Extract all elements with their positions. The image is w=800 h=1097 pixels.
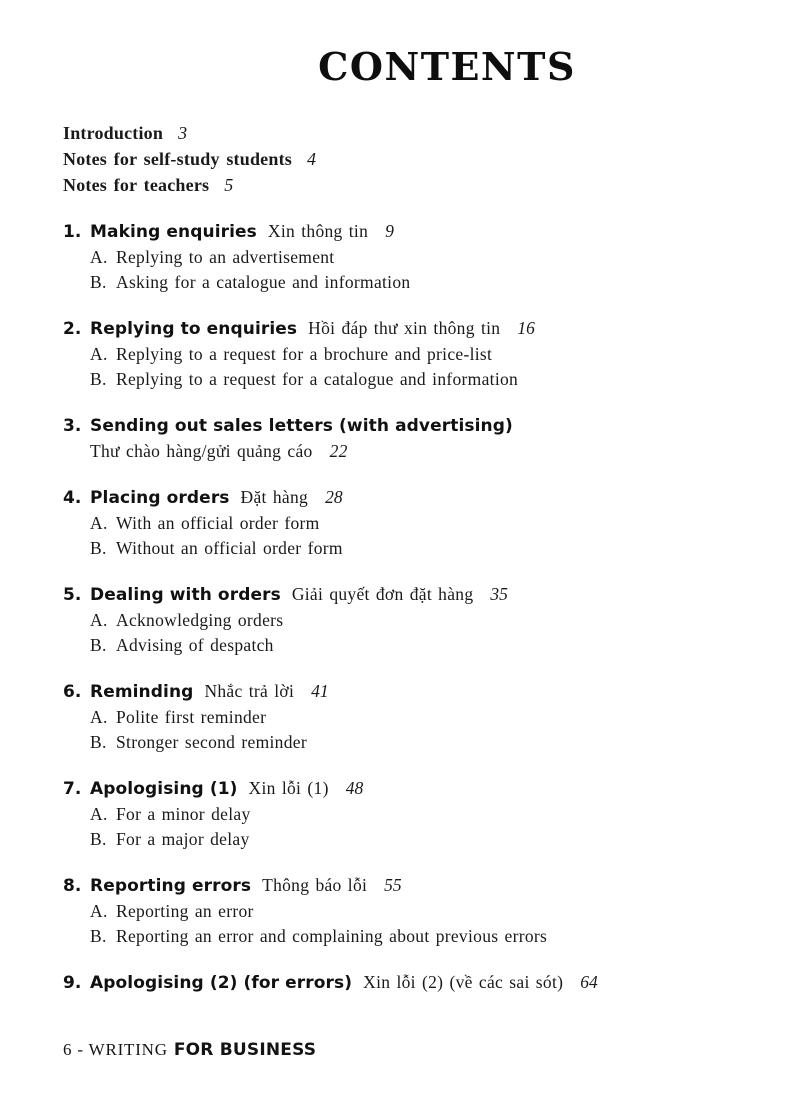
toc-subitem [90, 924, 737, 949]
subitem-text: Reporting an error [116, 901, 254, 921]
toc-item-list [63, 218, 737, 996]
item-title: Sending out sales letters (with advertising) [90, 416, 513, 436]
item-title: Reminding [90, 682, 194, 702]
toc-subitem [90, 245, 737, 270]
front-matter-entry [63, 120, 737, 146]
subitem-text: Replying to a request for a brochure and price-list [116, 344, 493, 364]
item-title: Making enquiries [90, 222, 257, 242]
toc-subitem [90, 802, 737, 827]
toc-item-7 [63, 775, 737, 852]
toc-subitem [90, 270, 737, 295]
item-page-number: 64 [580, 972, 598, 992]
item-number: 6. [63, 682, 82, 702]
front-matter-entry [63, 172, 737, 198]
footer-book-title-bold: FOR BUSINESS [173, 1040, 317, 1060]
subitem-letter: A. [90, 513, 108, 533]
toc-item-heading [63, 218, 737, 245]
item-title: Apologising (2) (for errors) [90, 973, 353, 993]
toc-subitem [90, 367, 737, 392]
item-title: Reporting errors [90, 876, 252, 896]
item-subtitle-vietnamese: Xin lỗi (2) (về các sai sót) [363, 972, 564, 992]
item-title: Dealing with orders [90, 585, 281, 605]
item-subtitle-vietnamese: Đặt hàng [240, 487, 309, 507]
footer-page-number: 6 [63, 1040, 73, 1059]
subitem-text: Replying to a request for a catalogue and information [116, 369, 519, 389]
subitem-letter: A. [90, 707, 108, 727]
item-page-number: 9 [385, 221, 394, 241]
page-title: CONTENTS [318, 44, 576, 89]
front-matter-page-number: 5 [224, 175, 234, 195]
item-number: 2. [63, 319, 82, 339]
item-subtitle-vietnamese: Xin thông tin [267, 221, 369, 241]
item-subtitle-vietnamese: Nhắc trả lời [204, 681, 295, 701]
item-subtitle-vietnamese: Thông báo lỗi [262, 875, 368, 895]
toc-item-5 [63, 581, 737, 658]
toc-item-6 [63, 678, 737, 755]
subitem-letter: B. [90, 272, 107, 292]
front-matter-label: Notes for self-study students [63, 149, 292, 169]
footer-book-title: WRITING [88, 1040, 168, 1059]
item-number: 3. [63, 416, 82, 436]
item-subtitle-vietnamese: Thư chào hàng/gửi quảng cáo [90, 441, 313, 461]
item-number: 4. [63, 488, 82, 508]
item-page-number: 55 [384, 875, 402, 895]
toc-item-heading [63, 775, 737, 802]
toc-subitem [90, 608, 737, 633]
toc-subitem [90, 536, 737, 561]
subitem-letter: B. [90, 926, 107, 946]
toc-item-heading [63, 315, 737, 342]
subitem-letter: B. [90, 829, 107, 849]
subitem-letter: B. [90, 635, 107, 655]
toc-subitem [90, 633, 737, 658]
item-page-number: 28 [325, 487, 343, 507]
subitem-text: Acknowledging orders [116, 610, 284, 630]
toc-item-heading [63, 969, 737, 996]
front-matter-label: Introduction [63, 123, 164, 143]
page-footer [63, 1038, 737, 1062]
toc-item-heading [63, 484, 737, 511]
item-number: 5. [63, 585, 82, 605]
item-page-number: 22 [329, 441, 348, 461]
subitem-letter: A. [90, 804, 108, 824]
front-matter-page-number: 4 [306, 149, 317, 169]
subitem-text: Replying to an advertisement [116, 247, 335, 267]
subitem-text: For a major delay [116, 829, 250, 849]
subitem-text: Advising of despatch [116, 635, 274, 655]
item-number: 8. [63, 876, 82, 896]
footer-separator: - [77, 1040, 84, 1059]
toc-item-subtitle-line [90, 439, 737, 464]
subitem-letter: A. [90, 901, 108, 921]
front-matter-label: Notes for teachers [63, 175, 210, 195]
item-subtitle-vietnamese: Hồi đáp thư xin thông tin [308, 318, 501, 338]
subitem-text: Without an official order form [116, 538, 343, 558]
toc-subitem [90, 511, 737, 536]
toc-item-heading [63, 581, 737, 608]
item-number: 7. [63, 779, 82, 799]
item-page-number: 48 [345, 778, 364, 798]
toc-item-heading [63, 412, 737, 439]
subitem-letter: B. [90, 538, 107, 558]
toc-item-heading [63, 872, 737, 899]
subitem-text: Stronger second reminder [116, 732, 307, 752]
subitem-letter: A. [90, 344, 108, 364]
item-page-number: 35 [490, 584, 508, 604]
toc-item-3 [63, 412, 737, 464]
item-page-number: 16 [517, 318, 535, 338]
subitem-letter: A. [90, 247, 108, 267]
item-number: 1. [63, 222, 82, 242]
subitem-text: Asking for a catalogue and information [116, 272, 411, 292]
item-subtitle-vietnamese: Xin lỗi (1) [248, 778, 329, 798]
toc-subitem [90, 705, 737, 730]
subitem-letter: B. [90, 369, 107, 389]
item-title: Apologising (1) [90, 779, 238, 799]
toc-item-2 [63, 315, 737, 392]
front-matter-section [63, 120, 737, 198]
subitem-text: Reporting an error and complaining about previous errors [116, 926, 548, 946]
item-subtitle-vietnamese: Giải quyết đơn đặt hàng [291, 584, 474, 604]
item-title: Placing orders [90, 488, 230, 508]
toc-item-9 [63, 969, 737, 996]
toc-item-8 [63, 872, 737, 949]
item-title: Replying to enquiries [90, 319, 298, 339]
item-number: 9. [63, 973, 82, 993]
toc-item-1 [63, 218, 737, 295]
subitem-letter: B. [90, 732, 107, 752]
toc-item-heading [63, 678, 737, 705]
front-matter-page-number: 3 [178, 123, 188, 143]
toc-subitem [90, 827, 737, 852]
subitem-letter: A. [90, 610, 108, 630]
subitem-text: Polite first reminder [116, 707, 267, 727]
toc-item-4 [63, 484, 737, 561]
toc-subitem [90, 899, 737, 924]
toc-subitem [90, 342, 737, 367]
subitem-text: With an official order form [116, 513, 320, 533]
toc-subitem [90, 730, 737, 755]
subitem-text: For a minor delay [116, 804, 251, 824]
front-matter-entry [63, 146, 737, 172]
item-page-number: 41 [311, 681, 329, 701]
